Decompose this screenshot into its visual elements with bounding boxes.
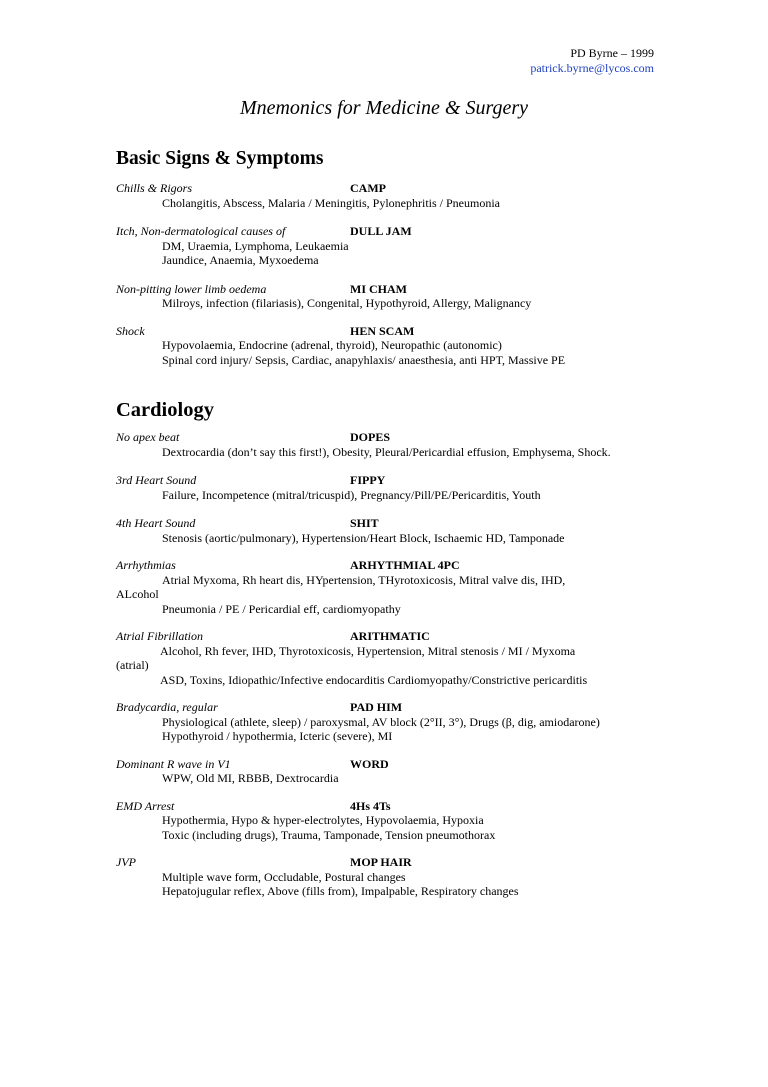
- entry-term: No apex beat: [116, 430, 180, 444]
- entry-expansion: Atrial Myxoma, Rh heart dis, HYpertension, THyrotoxicosis, Mitral valve dis, IHD,: [162, 572, 566, 587]
- entry-expansion: Jaundice, Anaemia, Myxoedema: [162, 253, 319, 267]
- entry-expansion: Milroys, infection (filariasis), Congenital, Hypothyroid, Allergy, Malignancy: [162, 296, 532, 310]
- entry-term: Shock: [116, 323, 145, 338]
- entry-expansion: Cholangitis, Abscess, Malaria / Meningitis, Pylonephritis / Pneumonia: [162, 195, 500, 210]
- entry-mnemonic: 4Hs 4Ts: [350, 798, 391, 813]
- entry-expansion: Hypothyroid / hypothermia, Icteric (severe), MI: [162, 729, 393, 743]
- entry-4th-heart-sound: [116, 516, 676, 545]
- entry-term: Bradycardia, regular: [116, 700, 218, 714]
- entry-3rd-heart-sound: [116, 473, 676, 502]
- entry-term: 3rd Heart Sound: [116, 473, 197, 487]
- entry-mnemonic: FIPPY: [350, 473, 386, 487]
- entry-expansion: Physiological (athlete, sleep) / paroxysmal, AV block (2°II, 3°), Drugs (β, dig, amiodarone): [162, 714, 600, 729]
- entry-expansion: Hepatojugular reflex, Above (fills from), Impalpable, Respiratory changes: [162, 884, 519, 898]
- author-name: PD Byrne – 1999: [570, 46, 654, 60]
- entry-term: 4th Heart Sound: [116, 516, 196, 530]
- entry-expansion: Multiple wave form, Occludable, Postural changes: [162, 869, 406, 884]
- entry-mnemonic: DOPES: [350, 430, 391, 444]
- entry-dominant-r-wave: [116, 757, 676, 786]
- entry-mnemonic: HEN SCAM: [350, 323, 415, 338]
- entry-expansion: Toxic (including drugs), Trauma, Tamponade, Tension pneumothorax: [162, 827, 496, 842]
- entry-expansion: (atrial): [116, 658, 149, 672]
- document-title: Mnemonics for Medicine & Surgery: [239, 97, 529, 119]
- section-basic-signs: [116, 146, 676, 367]
- entry-expansion: WPW, Old MI, RBBB, Dextrocardia: [162, 771, 339, 785]
- author-email-link[interactable]: patrick.byrne@lycos.com: [530, 61, 654, 75]
- entry-term: Chills & Rigors: [116, 181, 193, 195]
- entry-mnemonic: WORD: [350, 756, 389, 771]
- entry-no-apex-beat: [116, 430, 676, 459]
- author-block: [530, 46, 654, 76]
- section-heading: Cardiology: [116, 399, 214, 421]
- entry-emd-arrest: [116, 799, 676, 843]
- entry-expansion: Dextrocardia (don’t say this first!), Obesity, Pleural/Pericardial effusion, Emphysema, Shock.: [162, 444, 611, 459]
- entry-expansion: Stenosis (aortic/pulmonary), Hypertension/Heart Block, Ischaemic HD, Tamponade: [162, 530, 565, 545]
- entry-expansion: Spinal cord injury/ Sepsis, Cardiac, anapyhlaxis/ anaesthesia, anti HPT, Massive PE: [162, 352, 566, 367]
- entry-itch: [116, 224, 676, 268]
- entry-term: EMD Arrest: [116, 798, 175, 813]
- entry-term: JVP: [116, 855, 136, 869]
- entry-mnemonic: CAMP: [350, 181, 386, 195]
- entry-expansion: ALcohol: [116, 587, 159, 601]
- entry-arrhythmias: [116, 558, 676, 616]
- entry-mnemonic: DULL JAM: [350, 224, 412, 238]
- section-heading: Basic Signs & Symptoms: [116, 148, 324, 169]
- entry-bradycardia: [116, 700, 676, 744]
- entry-mnemonic: MI CHAM: [350, 281, 407, 296]
- entry-chills-rigors: [116, 181, 676, 210]
- entry-shock: [116, 324, 676, 368]
- entry-expansion: DM, Uraemia, Lymphoma, Leukaemia: [162, 238, 349, 253]
- entry-expansion: Hypovolaemia, Endocrine (adrenal, thyroid), Neuropathic (autonomic): [162, 338, 502, 352]
- entry-mnemonic: MOP HAIR: [350, 855, 412, 869]
- entry-jvp: [116, 855, 676, 899]
- entry-mnemonic: PAD HIM: [350, 700, 403, 714]
- entry-term: Arrhythmias: [116, 558, 176, 572]
- entry-mnemonic: ARHYTHMIAL 4PC: [350, 558, 460, 572]
- entry-term: Non-pitting lower limb oedema: [116, 281, 267, 296]
- entry-mnemonic: ARITHMATIC: [350, 629, 430, 643]
- entry-term: Dominant R wave in V1: [116, 756, 231, 771]
- entry-term: Itch, Non-dermatological causes of: [116, 224, 286, 238]
- entry-expansion: Pneumonia / PE / Pericardial eff, cardiomyopathy: [162, 601, 401, 616]
- entry-expansion: ASD, Toxins, Idiopathic/Infective endocarditis Cardiomyopathy/Constrictive pericarditis: [160, 672, 588, 687]
- entry-term: Atrial Fibrillation: [116, 629, 204, 643]
- entry-non-pitting-oedema: [116, 282, 676, 311]
- entry-atrial-fibrillation: [116, 629, 676, 687]
- section-cardiology: [116, 396, 676, 899]
- entry-expansion: Failure, Incompetence (mitral/tricuspid), Pregnancy/Pill/PE/Pericarditis, Youth: [162, 487, 541, 502]
- entry-expansion: Hypothermia, Hypo & hyper-electrolytes, Hypovolaemia, Hypoxia: [162, 813, 484, 827]
- entry-expansion: Alcohol, Rh fever, IHD, Thyrotoxicosis, Hypertension, Mitral stenosis / MI / Myxoma: [160, 643, 576, 658]
- entry-mnemonic: SHIT: [350, 516, 379, 530]
